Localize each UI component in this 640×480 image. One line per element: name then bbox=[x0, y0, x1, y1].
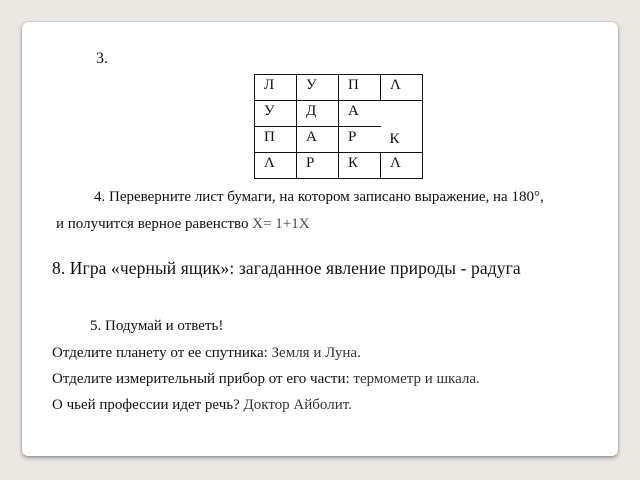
question-3 bbox=[52, 397, 352, 414]
answer-2: термометр и шкала. bbox=[353, 371, 480, 387]
question-3-text: О чьей профессии идет речь? bbox=[52, 397, 240, 413]
task-4-statement: и получится верное равенство bbox=[56, 216, 249, 232]
task-4-equation: X= 1+1X bbox=[252, 216, 310, 232]
answer-3: Доктор Айболит. bbox=[243, 397, 352, 413]
grid-cell: Р bbox=[339, 127, 381, 153]
grid-cell: П bbox=[339, 75, 381, 101]
grid-cell: К bbox=[381, 127, 423, 153]
slide bbox=[22, 22, 618, 456]
grid-cell: У bbox=[255, 101, 297, 127]
question-2-text: Отделите измерительный прибор от его части: bbox=[52, 371, 350, 387]
question-2 bbox=[52, 371, 480, 388]
letter-grid bbox=[254, 74, 423, 179]
grid-cell: Д bbox=[297, 101, 339, 127]
task-3-number: 3. bbox=[96, 50, 108, 67]
question-1-text: Отделите планету от ее спутника: bbox=[52, 345, 268, 361]
grid-cell: Λ bbox=[381, 75, 423, 101]
grid-cell: Λ bbox=[255, 153, 297, 179]
grid-cell: А bbox=[339, 101, 381, 127]
task-4-line-1: 4. Переверните лист бумаги, на котором записано выражение, на 180°, bbox=[94, 189, 544, 205]
grid-cell: Λ bbox=[381, 153, 423, 179]
grid-cell: П bbox=[255, 127, 297, 153]
question-1 bbox=[52, 345, 361, 362]
task-4-line-2 bbox=[56, 216, 310, 233]
grid-cell: К bbox=[339, 153, 381, 179]
grid-cell: У bbox=[297, 75, 339, 101]
task-5-title: 5. Подумай и ответь! bbox=[90, 318, 224, 334]
task-8-text: 8. Игра «черный ящик»: загаданное явление природы - радуга bbox=[52, 258, 521, 278]
answer-1: Земля и Луна. bbox=[271, 345, 361, 361]
grid-cell: А bbox=[297, 127, 339, 153]
grid-cell: Р bbox=[297, 153, 339, 179]
grid-cell bbox=[381, 101, 423, 127]
grid-cell: Л bbox=[255, 75, 297, 101]
